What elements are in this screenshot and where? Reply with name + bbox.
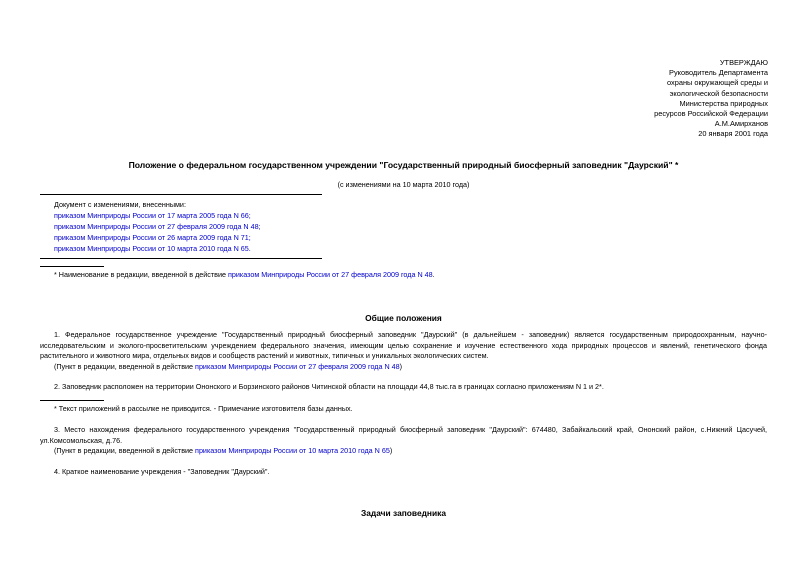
changes-block bbox=[54, 199, 261, 254]
paragraph-2 bbox=[40, 382, 767, 393]
paragraph-2-text: 2. Заповедник расположен на территории Ононского и Борзинского районов Читинской области на площади 44,8 тыс.га в границах согласно приложениям N 1 и 2*. bbox=[54, 382, 604, 391]
approval-block bbox=[568, 58, 768, 140]
change-link-2[interactable]: приказом Минприроды России от 27 февраля 2009 года N 48; bbox=[54, 222, 261, 231]
paragraph-1: 1. Федеральное государственное учреждение "Государственный природный биосферный заповедник "Даурский" (в дальнейшем - заповедник) является государственным природоохранным, научно-исследовательским и эколого-просветительским учреждением федерального значения, имеющим целью сохранение и изучение естественного хода природных процессов и явлений, генетического фонда растительного и животного мира, отдельных видов и сообществ растений и животных, типичных и уникальных экологических систем. bbox=[40, 330, 767, 361]
divider-line bbox=[40, 194, 322, 195]
note-suffix: ) bbox=[389, 446, 393, 455]
divider-line bbox=[40, 258, 322, 259]
note-link[interactable]: приказом Минприроды России от 27 февраля 2009 года N 48 bbox=[195, 362, 400, 371]
note-link[interactable]: приказом Минприроды России от 10 марта 2010 года N 65 bbox=[195, 446, 390, 455]
approval-line: Руководитель Департамента bbox=[669, 68, 768, 78]
approval-line: УТВЕРЖДАЮ bbox=[719, 58, 768, 67]
document-subtitle: (с изменениями на 10 марта 2010 года) bbox=[337, 180, 470, 189]
paragraph-4-text: 4. Краткое наименование учреждения - "Заповедник "Даурский". bbox=[54, 467, 270, 476]
footnote-2 bbox=[40, 404, 767, 415]
footnote-link[interactable]: приказом Минприроды России от 27 февраля 2009 года N 48 bbox=[228, 270, 433, 279]
document-title: Положение о федеральном государственном учреждении "Государственный природный биосферный заповедник "Даурский" * bbox=[128, 160, 679, 170]
note-prefix: (Пункт в редакции, введенной в действие bbox=[54, 446, 196, 455]
change-link-3[interactable]: приказом Минприроды России от 26 марта 2009 года N 71; bbox=[54, 233, 251, 242]
paragraph-3: 3. Место нахождения федерального государственного учреждения "Государственный природный биосферный заповедник "Даурский": 674480, Забайкальский край, Ононский район, с.Нижний Цасучей, ул.Комсомольская, д.76. bbox=[40, 425, 767, 445]
change-link-1[interactable]: приказом Минприроды России от 17 марта 2005 года N 66; bbox=[54, 211, 251, 220]
approval-line: ресурсов Российской Федерации bbox=[654, 109, 768, 119]
note-prefix: (Пункт в редакции, введенной в действие bbox=[54, 362, 196, 371]
paragraph-1-note bbox=[40, 362, 767, 373]
change-link-4[interactable]: приказом Минприроды России от 10 марта 2010 года N 65. bbox=[54, 244, 251, 253]
section-heading-tasks: Задачи заповедника bbox=[361, 508, 446, 518]
footnote-divider bbox=[40, 400, 104, 401]
section-heading-general: Общие положения bbox=[365, 313, 442, 323]
footnote-suffix: . bbox=[432, 270, 435, 279]
approval-line: А.М.Амирханов bbox=[714, 119, 768, 129]
paragraph-3-note bbox=[40, 446, 767, 457]
footnote-2-text: * Текст приложений в рассылке не приводится. - Примечание изготовителя базы данных. bbox=[54, 404, 353, 413]
paragraph-4 bbox=[40, 467, 767, 478]
approval-line: экологической безопасности bbox=[669, 88, 768, 98]
changes-intro: Документ с изменениями, внесенными: bbox=[54, 200, 186, 209]
approval-line: Министерства природных bbox=[679, 98, 768, 108]
approval-line: 20 января 2001 года bbox=[698, 129, 768, 139]
approval-line: охраны окружающей среды и bbox=[667, 78, 768, 88]
footnote-prefix: * Наименование в редакции, введенной в действие bbox=[54, 270, 229, 279]
title-footnote bbox=[40, 270, 767, 281]
footnote-divider bbox=[40, 266, 104, 267]
note-suffix: ) bbox=[399, 362, 403, 371]
